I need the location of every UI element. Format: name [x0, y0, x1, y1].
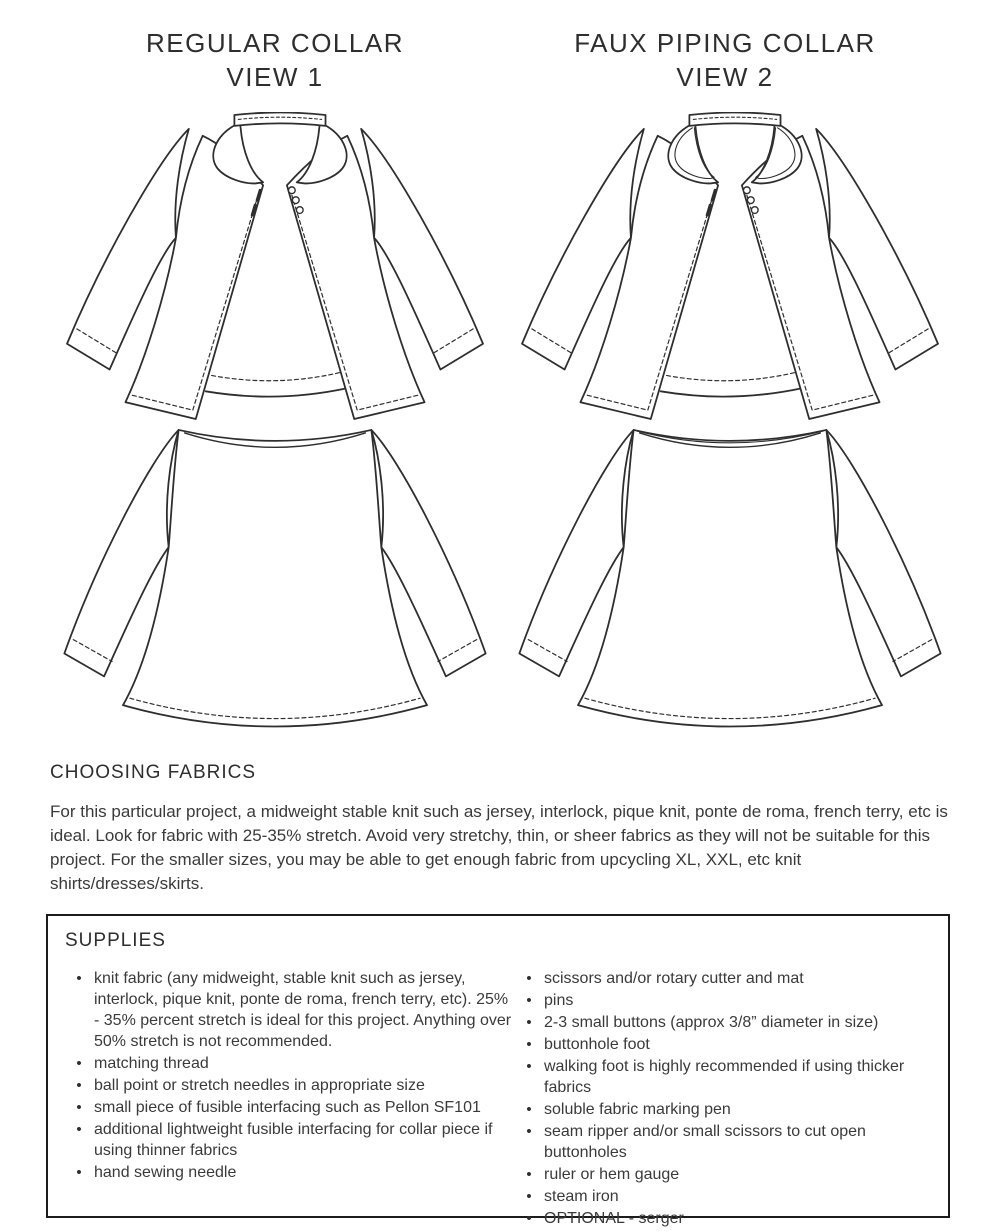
supplies-item-text: pins [544, 992, 574, 1009]
supplies-item-text: scissors and/or rotary cutter and mat [544, 970, 804, 987]
bullet-icon: • [526, 1188, 532, 1205]
bullet-icon: • [526, 1058, 532, 1075]
bullet-icon: • [76, 1077, 82, 1094]
choosing-fabrics-paragraph: For this particular project, a midweight stable knit such as jersey, interlock, pique knit, ponte de roma, french terry, etc is ideal. Look for fabric with 25-35% stretch. Avoid very stretchy, thin, or sheer fabrics as they will not be suitable for this project. For the smaller sizes, you may be able to get enough fabric from upcycling XL, XXL, etc knit shirts/dresses/skirts. [50, 802, 948, 893]
supplies-item [64, 1162, 512, 1183]
view1-number-label: VIEW 1 [226, 62, 324, 92]
view2-collar-label: FAUX PIPING COLLAR [574, 28, 876, 58]
bullet-icon: • [76, 1121, 82, 1138]
supplies-item [514, 990, 938, 1011]
supplies-item [64, 1097, 512, 1118]
supplies-list-left [64, 968, 512, 1184]
view1-back-flat-drawing [45, 420, 505, 730]
view1-collar-label: REGULAR COLLAR [146, 28, 404, 58]
supplies-item-text: buttonhole foot [544, 1036, 650, 1053]
supplies-item [64, 968, 512, 1052]
view2-back-flat-drawing [500, 420, 960, 730]
view2-number-label: VIEW 2 [676, 62, 774, 92]
bullet-icon: • [76, 1099, 82, 1116]
supplies-item [514, 1208, 938, 1229]
supplies-item [514, 1056, 938, 1098]
bullet-icon: • [526, 1123, 532, 1140]
view1-front-flat-drawing [45, 112, 505, 424]
bullet-icon: • [526, 1036, 532, 1053]
supplies-item-text: steam iron [544, 1188, 619, 1205]
supplies-list-right [514, 968, 938, 1230]
supplies-heading: SUPPLIES [65, 930, 166, 951]
supplies-item-text: small piece of fusible interfacing such as Pellon SF101 [94, 1099, 481, 1116]
supplies-item-text: ball point or stretch needles in appropriate size [94, 1077, 425, 1094]
bullet-icon: • [526, 1210, 532, 1227]
supplies-item-text: OPTIONAL - serger [544, 1210, 684, 1227]
supplies-item-text: walking foot is highly recommended if using thicker fabrics [544, 1058, 905, 1096]
bullet-icon: • [76, 1164, 82, 1181]
bullet-icon: • [526, 1166, 532, 1183]
supplies-item [514, 1121, 938, 1163]
bullet-icon: • [76, 1055, 82, 1072]
choosing-fabrics-heading: CHOOSING FABRICS [50, 762, 257, 783]
supplies-item-text: seam ripper and/or small scissors to cut open buttonholes [544, 1123, 866, 1161]
supplies-item [64, 1075, 512, 1096]
supplies-item-text: soluble fabric marking pen [544, 1101, 731, 1118]
view1-title [55, 26, 495, 94]
bullet-icon: • [526, 1014, 532, 1031]
supplies-item-text: additional lightweight fusible interfacing for collar piece if using thinner fabrics [94, 1121, 493, 1159]
supplies-item-text: matching thread [94, 1055, 209, 1072]
supplies-item [514, 1099, 938, 1120]
bullet-icon: • [76, 970, 82, 987]
bullet-icon: • [526, 992, 532, 1009]
supplies-item [64, 1053, 512, 1074]
bullet-icon: • [526, 1101, 532, 1118]
supplies-item-text: hand sewing needle [94, 1164, 237, 1181]
supplies-item [514, 968, 938, 989]
supplies-item [514, 1186, 938, 1207]
bullet-icon: • [526, 970, 532, 987]
view2-title [505, 26, 945, 94]
supplies-item [514, 1034, 938, 1055]
supplies-item-text: ruler or hem gauge [544, 1166, 680, 1183]
supplies-box [46, 914, 950, 1227]
supplies-item-text: 2-3 small buttons (approx 3/8” diameter in size) [544, 1014, 879, 1031]
supplies-item [514, 1164, 938, 1185]
supplies-item [514, 1012, 938, 1033]
supplies-item [64, 1119, 512, 1161]
supplies-item-text: knit fabric (any midweight, stable knit such as jersey, interlock, pique knit, ponte de roma, french terry, etc). 25% - 35% percent stretch is ideal for this project. Anything over 50% stretch is not recommended. [94, 970, 512, 1050]
view2-front-flat-drawing [500, 112, 960, 424]
